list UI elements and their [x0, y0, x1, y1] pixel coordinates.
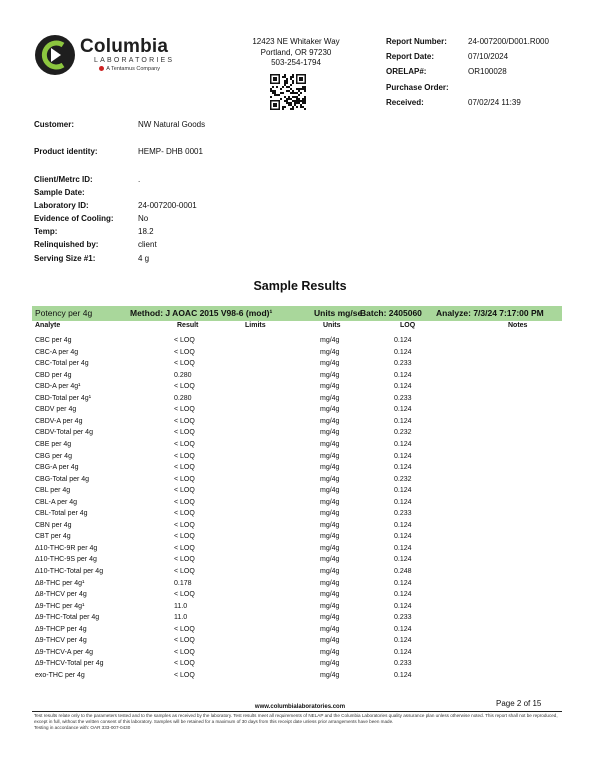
- page-number: Page 2 of 15: [496, 699, 542, 708]
- table-row: [32, 428, 562, 440]
- result-cell: 0.280: [174, 394, 192, 402]
- loq-cell: 0.124: [394, 556, 412, 564]
- testing-text: Testing in accordance with: OAR 333-007-0430: [34, 724, 131, 730]
- qr-code-icon: [270, 74, 306, 110]
- loq-cell: 0.232: [394, 475, 412, 483]
- loq-cell: 0.124: [394, 602, 412, 610]
- footer-disclaimer: [34, 713, 562, 730]
- loq-cell: 0.124: [394, 579, 412, 587]
- table-row: [32, 394, 562, 406]
- report-date-label: Report Date:: [386, 52, 435, 61]
- col-notes: Notes: [508, 322, 528, 329]
- analyte-cell: CBT per 4g: [35, 533, 71, 541]
- result-cell: < LOQ: [174, 383, 195, 391]
- analyte-cell: CBG-A per 4g: [35, 464, 79, 472]
- analyte-cell: CBL per 4g: [35, 487, 71, 495]
- potency-header-bar: [32, 306, 562, 321]
- lab-address: [226, 37, 366, 69]
- units-cell: mg/4g: [320, 579, 340, 587]
- units-cell: mg/4g: [320, 556, 340, 564]
- report-number-value: 24-007200/D001.R000: [468, 37, 549, 46]
- table-row: [32, 440, 562, 452]
- loq-cell: 0.124: [394, 348, 412, 356]
- table-row: [32, 579, 562, 591]
- units-cell: mg/4g: [320, 475, 340, 483]
- info-value: 24-007200-0001: [138, 201, 197, 210]
- analyze-label: Analyze: 7/3/24 7:17:00 PM: [436, 308, 544, 318]
- batch-label: Batch: 2405060: [360, 308, 422, 318]
- analyte-cell: CBDV-A per 4g: [35, 417, 83, 425]
- units-cell: mg/4g: [320, 625, 340, 633]
- product-identity-value: HEMP- DHB 0001: [138, 147, 203, 156]
- table-row: [32, 486, 562, 498]
- address-phone: 503-254-1794: [271, 58, 321, 67]
- result-cell: < LOQ: [174, 487, 195, 495]
- result-cell: < LOQ: [174, 544, 195, 552]
- columbia-logo-icon: [34, 34, 76, 76]
- units-cell: mg/4g: [320, 544, 340, 552]
- units-cell: mg/4g: [320, 660, 340, 668]
- analyte-cell: Δ9-THCP per 4g: [35, 625, 87, 633]
- col-units: Units: [323, 322, 341, 329]
- units-cell: mg/4g: [320, 602, 340, 610]
- table-row: [32, 555, 562, 567]
- analyte-cell: Δ9-THCV-Total per 4g: [35, 660, 104, 668]
- info-label: Evidence of Cooling:: [34, 214, 114, 223]
- table-row: [32, 659, 562, 671]
- analyte-cell: Δ9-THCV per 4g: [35, 637, 87, 645]
- table-row: [32, 567, 562, 579]
- result-cell: < LOQ: [174, 348, 195, 356]
- result-cell: < LOQ: [174, 406, 195, 414]
- table-row: [32, 613, 562, 625]
- report-date-value: 07/10/2024: [468, 52, 509, 61]
- analyte-cell: Δ10-THC-9S per 4g: [35, 556, 97, 564]
- table-row: [32, 544, 562, 556]
- table-row: [32, 382, 562, 394]
- table-row: [32, 602, 562, 614]
- result-cell: < LOQ: [174, 360, 195, 368]
- table-row: [32, 590, 562, 602]
- table-row: [32, 671, 562, 683]
- loq-cell: 0.124: [394, 521, 412, 529]
- table-row: [32, 509, 562, 521]
- loq-cell: 0.124: [394, 464, 412, 472]
- loq-cell: 0.124: [394, 544, 412, 552]
- info-label: Client/Metrc ID:: [34, 175, 93, 184]
- result-cell: < LOQ: [174, 510, 195, 518]
- units-cell: mg/4g: [320, 510, 340, 518]
- table-row: [32, 417, 562, 429]
- result-cell: < LOQ: [174, 521, 195, 529]
- table-row: [32, 498, 562, 510]
- section-title: Sample Results: [253, 279, 347, 293]
- analyte-cell: CBN per 4g: [35, 521, 72, 529]
- info-value: client: [138, 240, 157, 249]
- analyte-cell: CBDV per 4g: [35, 406, 77, 414]
- analyte-cell: Δ9-THCV-A per 4g: [35, 648, 93, 656]
- info-label: Sample Date:: [34, 188, 85, 197]
- result-cell: 11.0: [174, 602, 188, 610]
- table-row: [32, 648, 562, 660]
- units-cell: mg/4g: [320, 429, 340, 437]
- analyte-cell: CBD-A per 4g¹: [35, 383, 81, 391]
- footer-divider: [32, 711, 562, 712]
- result-cell: < LOQ: [174, 671, 195, 679]
- analyte-cell: CBC-A per 4g: [35, 348, 79, 356]
- loq-cell: 0.124: [394, 591, 412, 599]
- table-row: [32, 348, 562, 360]
- analyte-cell: CBL-A per 4g: [35, 498, 78, 506]
- loq-cell: 0.124: [394, 671, 412, 679]
- loq-cell: 0.124: [394, 440, 412, 448]
- brand-tag: [99, 66, 160, 72]
- analyte-cell: Δ8-THC per 4g¹: [35, 579, 85, 587]
- col-analyte: Analyte: [35, 322, 61, 329]
- potency-label: Potency per 4g: [35, 308, 93, 318]
- analyte-cell: Δ10-THC-Total per 4g: [35, 568, 104, 575]
- address-line: 12423 NE Whitaker Way: [252, 37, 340, 46]
- result-cell: < LOQ: [174, 498, 195, 506]
- loq-cell: 0.124: [394, 637, 412, 645]
- method-label: Method: J AOAC 2015 V98-6 (mod)¹: [130, 308, 273, 318]
- units-label: Units mg/se: [314, 308, 363, 318]
- brand-name: Columbia: [80, 36, 169, 57]
- loq-cell: 0.248: [394, 568, 412, 575]
- result-cell: < LOQ: [174, 337, 195, 344]
- footer-url[interactable]: www.columbialaboratories.com: [254, 704, 346, 710]
- units-cell: mg/4g: [320, 487, 340, 495]
- loq-cell: 0.233: [394, 394, 412, 402]
- loq-cell: 0.124: [394, 487, 412, 495]
- analyte-cell: Δ9-THC-Total per 4g: [35, 614, 100, 622]
- units-cell: mg/4g: [320, 417, 340, 425]
- table-row: [32, 405, 562, 417]
- table-row: [32, 463, 562, 475]
- analyte-cell: CBD per 4g: [35, 371, 72, 379]
- result-cell: < LOQ: [174, 533, 195, 541]
- result-cell: < LOQ: [174, 475, 195, 483]
- analyte-cell: CBL-Total per 4g: [35, 510, 88, 518]
- col-result: Result: [177, 322, 199, 329]
- units-cell: mg/4g: [320, 648, 340, 656]
- loq-cell: 0.232: [394, 429, 412, 437]
- result-cell: < LOQ: [174, 591, 195, 599]
- orelap-value: OR100028: [468, 67, 507, 76]
- units-cell: mg/4g: [320, 614, 340, 622]
- info-label: Serving Size #1:: [34, 254, 96, 263]
- units-cell: mg/4g: [320, 452, 340, 460]
- info-label: Temp:: [34, 227, 58, 236]
- col-loq: LOQ: [400, 322, 416, 329]
- info-value: No: [138, 214, 149, 223]
- result-cell: < LOQ: [174, 625, 195, 633]
- table-row: [32, 475, 562, 487]
- customer-value: NW Natural Goods: [138, 120, 206, 129]
- table-row: [32, 532, 562, 544]
- units-cell: mg/4g: [320, 337, 340, 344]
- table-row: [32, 636, 562, 648]
- units-cell: mg/4g: [320, 371, 340, 379]
- analyte-cell: exo-THC per 4g: [35, 671, 85, 679]
- units-cell: mg/4g: [320, 521, 340, 529]
- analyte-cell: CBD-Total per 4g¹: [35, 394, 92, 402]
- units-cell: mg/4g: [320, 440, 340, 448]
- info-label: Relinquished by:: [34, 240, 99, 249]
- result-cell: < LOQ: [174, 660, 195, 668]
- info-value: .: [138, 175, 141, 184]
- address-line: Portland, OR 97230: [260, 47, 332, 57]
- loq-cell: 0.233: [394, 360, 412, 368]
- info-value: 4 g: [138, 254, 150, 263]
- result-cell: < LOQ: [174, 452, 195, 460]
- disclaimer-text: Test results relate only to the parameters tested and to the samples as received by the laboratory. Test results meet all requirements of NELAP and the Columbia Laboratories quality assurance plan unless otherwise noted. This report shall not be reproduced, except in full, without the written consent of this laboratory. Samples will be retained for a maximum of 30 days from this receipt date unless prior arrangements have been made.: [34, 713, 558, 724]
- analyte-cell: CBDV-Total per 4g: [35, 429, 93, 437]
- result-cell: < LOQ: [174, 440, 195, 448]
- loq-cell: 0.124: [394, 383, 412, 391]
- loq-cell: 0.124: [394, 625, 412, 633]
- received-label: Received:: [386, 98, 424, 107]
- analyte-cell: CBG per 4g: [35, 452, 72, 460]
- analyte-cell: CBE per 4g: [35, 440, 72, 448]
- result-cell: < LOQ: [174, 637, 195, 645]
- result-cell: < LOQ: [174, 429, 195, 437]
- loq-cell: 0.124: [394, 406, 412, 414]
- purchase-order-label: Purchase Order:: [386, 83, 449, 92]
- units-cell: mg/4g: [320, 637, 340, 645]
- tentamus-icon: [99, 66, 104, 71]
- units-cell: mg/4g: [320, 464, 340, 472]
- table-row: [32, 359, 562, 371]
- result-cell: < LOQ: [174, 417, 195, 425]
- loq-cell: 0.233: [394, 614, 412, 622]
- loq-cell: 0.124: [394, 417, 412, 425]
- loq-cell: 0.233: [394, 510, 412, 518]
- units-cell: mg/4g: [320, 348, 340, 356]
- units-cell: mg/4g: [320, 533, 340, 541]
- units-cell: mg/4g: [320, 498, 340, 506]
- analyte-cell: Δ8-THCV per 4g: [35, 591, 87, 599]
- result-cell: 11.0: [174, 614, 188, 622]
- units-cell: mg/4g: [320, 394, 340, 402]
- table-row: [32, 521, 562, 533]
- result-cell: < LOQ: [174, 648, 195, 656]
- report-number-label: Report Number:: [386, 37, 447, 46]
- result-cell: < LOQ: [174, 464, 195, 472]
- analyte-cell: CBG-Total per 4g: [35, 475, 90, 483]
- customer-label: Customer:: [34, 120, 75, 129]
- units-cell: mg/4g: [320, 671, 340, 679]
- units-cell: mg/4g: [320, 383, 340, 391]
- result-cell: 0.178: [174, 579, 192, 587]
- loq-cell: 0.124: [394, 371, 412, 379]
- result-cell: < LOQ: [174, 556, 195, 564]
- result-cell: 0.280: [174, 371, 192, 379]
- col-limits: Limits: [245, 322, 266, 329]
- info-value: 18.2: [138, 227, 154, 236]
- units-cell: mg/4g: [320, 406, 340, 414]
- table-row: [32, 625, 562, 637]
- brand-sub: LABORATORIES: [94, 57, 175, 64]
- loq-cell: 0.124: [394, 337, 412, 344]
- result-cell: < LOQ: [174, 568, 195, 575]
- units-cell: mg/4g: [320, 568, 340, 575]
- units-cell: mg/4g: [320, 591, 340, 599]
- loq-cell: 0.233: [394, 660, 412, 668]
- loq-cell: 0.124: [394, 648, 412, 656]
- analyte-cell: CBC per 4g: [35, 337, 72, 344]
- orelap-label: ORELAP#:: [386, 67, 427, 76]
- loq-cell: 0.124: [394, 498, 412, 506]
- table-row: [32, 336, 562, 348]
- info-label: Laboratory ID:: [34, 201, 89, 210]
- brand-tag-text: A Tentamus Company: [106, 66, 160, 72]
- analyte-cell: Δ9-THC per 4g¹: [35, 602, 85, 610]
- analyte-cell: CBC-Total per 4g: [35, 360, 89, 368]
- analyte-cell: Δ10-THC-9R per 4g: [35, 544, 98, 552]
- product-identity-label: Product identity:: [34, 147, 98, 156]
- table-row: [32, 452, 562, 464]
- loq-cell: 0.124: [394, 533, 412, 541]
- received-value: 07/02/24 11:39: [468, 98, 521, 107]
- loq-cell: 0.124: [394, 452, 412, 460]
- table-row: [32, 371, 562, 383]
- units-cell: mg/4g: [320, 360, 340, 368]
